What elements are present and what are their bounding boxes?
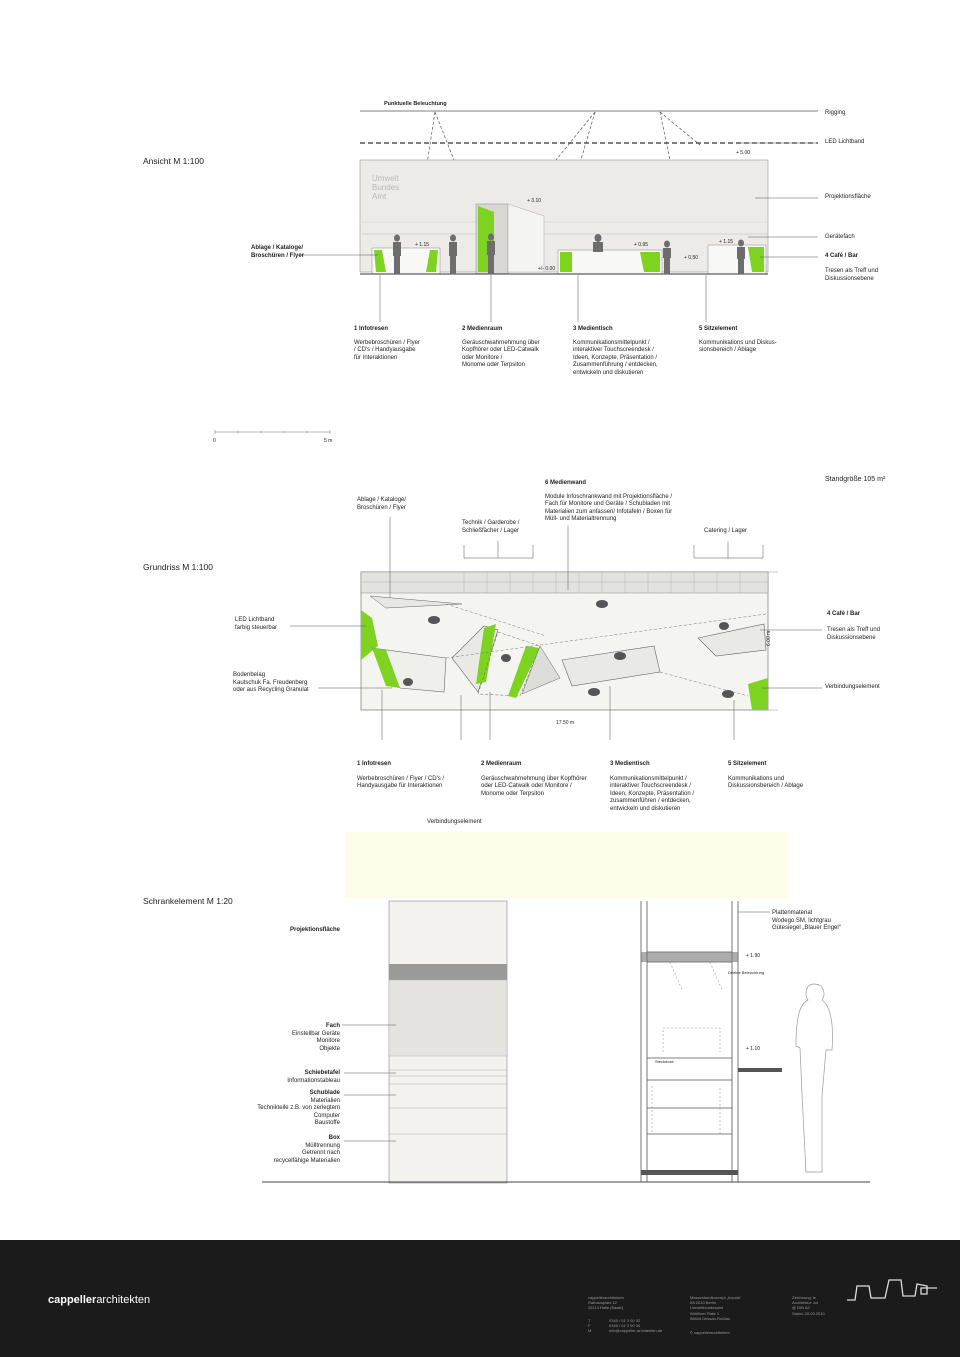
project-line: Umweltbundesamt: [690, 1305, 724, 1311]
item-line: / CD's / Handyausgabe: [354, 347, 416, 353]
brand-light: architekten: [96, 1294, 151, 1306]
item-title: 1 Infotresen: [354, 326, 389, 332]
item-title: 3 Medientisch: [610, 761, 650, 767]
media-wall: [361, 572, 768, 593]
cabinet-schublade-label: [235, 1090, 340, 1128]
cabinet-box-label: [240, 1135, 340, 1165]
label-line: Schiebetafel: [304, 1070, 340, 1076]
item-title: 5 Sitzelement: [699, 326, 738, 332]
depth-dimension: 6.00 m: [766, 630, 772, 646]
item-line: Kommunikationsmittelpunkt /: [573, 339, 650, 346]
width-dimension: 17.50 m: [556, 720, 575, 726]
elevation-left-label: [251, 245, 304, 260]
direct-light-label: Direkte Beleuchtung: [728, 970, 765, 975]
label-line: Gütesiegel „Blauer Engel“: [772, 925, 841, 931]
footer-contact-keys: [588, 1318, 591, 1334]
elevation-item-5: [699, 326, 809, 355]
logo-line-1: Umwelt: [372, 174, 399, 183]
height-mark: +/- 0.00: [538, 266, 556, 272]
height-mark: + 1.15: [719, 239, 734, 245]
address-line: Rathausplatz 12: [588, 1300, 617, 1306]
item-line: Werbebroschüren / Flyer / CD's /: [357, 775, 445, 782]
project-line: Wörlitzer Platz 1: [690, 1310, 720, 1316]
brand-name: [48, 1294, 150, 1306]
elevation-item-1: [354, 326, 454, 362]
label-line: Baustoffe: [314, 1120, 340, 1126]
item-line: Fach für Monitore und Geräte / Schubladen mit: [545, 501, 671, 507]
item-line: Geräuschwahrnehmung über: [462, 339, 540, 346]
label-line: Schließfächer / Lager: [462, 527, 520, 534]
cabinet-schiebetafel-label: [250, 1070, 340, 1085]
item-title: 2 Medienraum: [462, 326, 503, 332]
item-line: Diskussionsbereich / Ablage: [728, 783, 804, 789]
plan-item-1: [357, 761, 467, 791]
label-line: Kautschuk Fa. Freudenberg: [233, 679, 308, 686]
item-line: Module Infoschrankwand mit Projektionsfläche /: [545, 493, 673, 500]
label-line: Diskussionsebene: [827, 634, 876, 641]
label-line: Bodenbelag: [233, 672, 266, 678]
highlight-box: [345, 832, 787, 898]
socket-label: Steckdose: [655, 1059, 674, 1064]
footer-project: [690, 1295, 741, 1321]
item-line: Müll- und Materialtrennung: [545, 516, 617, 522]
item-line: Kommunikationsmittelpunkt /: [610, 775, 687, 782]
signature-logo-icon: [845, 1276, 940, 1302]
item-line: Kommunikations und Diskus-: [699, 339, 777, 346]
item-line: Kopfhörer oder LED-Catwalk: [462, 347, 539, 353]
contact-key: T: [588, 1318, 591, 1323]
label-line: Schublade: [309, 1090, 340, 1096]
item-line: interaktiver Touchscreendesk /: [573, 347, 654, 353]
plan-bottom-label: Verbindungselement: [427, 819, 482, 825]
fax-number: 0345 / 01 3 00 34: [609, 1323, 641, 1329]
plan-floor-label: [233, 672, 309, 695]
meta-line: Zeichnung: ie: [792, 1295, 817, 1300]
label-line: recycelfähige Materialien: [273, 1157, 340, 1164]
label-line: oder aus Recycling Granulat: [233, 687, 309, 693]
brand-bold: cappeller: [48, 1294, 97, 1306]
plan-drawing: [0, 500, 960, 740]
phone-number: 0345 / 01 3 00 32: [609, 1318, 641, 1323]
elevation-title: Ansicht M 1:100: [143, 156, 204, 166]
item-line: Geräuschwahrnehmung über Kopfhörer: [481, 775, 587, 782]
project-line: Messestandkonzept „Impuls“: [690, 1295, 742, 1300]
cabinet-height-1: + 1.90: [746, 953, 761, 959]
item-line: Monome oder Terpsiton: [481, 790, 544, 797]
item-line: Handyausgabe für Interaktionen: [357, 783, 443, 789]
height-mark: + 0.95: [634, 242, 649, 248]
item-title: 5 Sitzelement: [728, 761, 767, 767]
label-line: Technik / Garderobe /: [462, 520, 520, 526]
projection-label: Projektionsfläche: [825, 194, 871, 200]
footer-address: [588, 1295, 624, 1311]
label-line: Mülltrennung: [305, 1142, 340, 1149]
cabinet-projection-label: Projektionsfläche: [290, 927, 341, 933]
label-line: Wodego SM, lichtgrau: [772, 917, 831, 924]
address-line: 26114 Halle (Saale): [588, 1305, 624, 1311]
label-line: Monitore: [316, 1038, 340, 1044]
label-line: Getrennt nach: [301, 1150, 340, 1156]
plan-item-3: [610, 761, 725, 813]
label-line: Computer: [313, 1112, 340, 1119]
height-mark: + 3.10: [527, 198, 542, 204]
device-compartment-label: Gerätefach: [825, 234, 855, 240]
catering-label: Catering / Lager: [704, 528, 748, 534]
scale-end: 5 m: [324, 438, 333, 444]
label-line: Technikteile z.B. von zerlegtem: [257, 1105, 340, 1111]
label-line: Tresen als Treff und: [827, 627, 881, 633]
email-link[interactable]: info@cappeller-architekten.de: [609, 1328, 663, 1334]
project-line: IfA 2010 Berlin: [690, 1300, 717, 1306]
height-mark: + 0.50: [684, 255, 699, 261]
plan-item-5: [728, 761, 838, 791]
meta-line: Stand: 20.09.2010: [792, 1310, 825, 1316]
led-band-label: LED Lichtband: [825, 139, 865, 145]
item-title: 3 Medientisch: [573, 326, 613, 332]
label-line: Fach: [325, 1023, 340, 1029]
label-line: Materialien: [310, 1097, 340, 1104]
cabinet-title: Schrankelement M 1:20: [143, 896, 233, 906]
item-title: 6 Medienwand: [545, 480, 587, 486]
label-line: farbig steuerbar: [235, 624, 278, 631]
item-line: Kommunikations und: [728, 775, 785, 782]
item-line: Materialien zum anfassen/ Infotafeln / Boxen für: [545, 508, 673, 515]
item-line: für Interaktionen: [354, 354, 398, 361]
pendant-light-label: Punktuelle Beleuchtung: [384, 101, 447, 107]
cafe-bar-label: 4 Café / Bar: [825, 253, 859, 259]
footer-meta: [792, 1295, 825, 1316]
footer-copyright: © cappellerarchitekten: [690, 1330, 730, 1335]
cabinet-material-label: [772, 910, 841, 933]
human-scale-figure: [796, 984, 833, 1172]
item-line: entwickeln und diskutieren: [573, 369, 644, 376]
label-line: Broschüren / Flyer: [357, 504, 407, 511]
label-line: LED Lichtband: [235, 617, 275, 623]
cabinet-section: [641, 901, 738, 1182]
shelf-board: [738, 1068, 782, 1072]
label-line: Box: [328, 1135, 340, 1141]
contact-key: F: [588, 1323, 591, 1329]
height-mark: + 1.15: [415, 242, 430, 248]
elevation-item-3: [573, 326, 693, 377]
meta-line: @ DIN A2: [792, 1305, 810, 1311]
item-line: Ideen, Konzepte, Präsentation /: [610, 790, 695, 797]
item-line: oder LED-Catwalk oder Monitore /: [481, 783, 572, 789]
footer-contact-values: [609, 1318, 662, 1334]
scale-start: 0: [213, 438, 216, 444]
plan-cafe-label: 4 Café / Bar: [827, 611, 861, 617]
area-label: Standgröße 105 m²: [825, 476, 886, 483]
cabinet-compartment: [389, 980, 507, 1056]
plan-item-2: [481, 761, 606, 798]
label-line: Informationstableau: [287, 1077, 340, 1084]
cabinet-height-2: + 1.10: [746, 1046, 761, 1052]
item-line: zusammenführen / entdecken,: [610, 798, 691, 804]
label-line: Objekte: [319, 1045, 340, 1052]
plan-counter-label: [827, 627, 880, 642]
item-line: interaktiver Touchscreendesk /: [610, 783, 691, 789]
meta-line: Architektur: ad: [792, 1300, 818, 1306]
uba-logo: [372, 174, 399, 201]
label-line: Einstellbar Geräte: [291, 1030, 340, 1037]
cabinet-band: [389, 964, 507, 980]
item-line: Ideen, Konzepte, Präsentation /: [573, 354, 658, 361]
counter-label: Tresen als Treff und Diskussionsebene: [825, 268, 879, 282]
item-line: Werbebroschüren / Flyer: [354, 339, 420, 346]
plan-connector-label: Verbindungselement: [825, 684, 880, 690]
height-mark: + 5.00: [736, 150, 751, 156]
item-title: 2 Medienraum: [481, 761, 522, 767]
plan-title: Grundriss M 1:100: [143, 562, 213, 572]
item-title: 1 Infotresen: [357, 761, 392, 767]
logo-line-2: Bundes: [372, 183, 400, 192]
item-line: oder Monitore /: [462, 354, 503, 361]
contact-key: M: [588, 1328, 592, 1334]
address-line: cappellerarchitekten: [588, 1295, 624, 1300]
elevation-item-2: [462, 326, 572, 370]
rigging-label: Rigging: [825, 110, 846, 116]
label-line: Ablage / Kataloge/: [357, 497, 407, 503]
label-line: Plattenmaterial: [772, 910, 813, 916]
item-line: Zusammenführung / entdecken,: [573, 362, 658, 368]
label-line: Broschüren / Flyer: [251, 252, 305, 259]
item-line: Monome oder Terpsiton: [462, 362, 525, 368]
elevation-drawing: [0, 0, 960, 470]
cabinet-fach-label: [250, 1023, 340, 1053]
label-line: Ablage / Kataloge/: [251, 245, 304, 251]
logo-line-3: Amt: [372, 192, 387, 201]
project-line: 06844 Dessau-Roßlau: [690, 1315, 731, 1321]
plan-led-label: [235, 617, 277, 632]
item-line: entwickeln und diskutieren: [610, 805, 681, 812]
cabinet-drawing: [0, 890, 960, 1190]
footer-bar: [0, 1240, 960, 1357]
item-line: sionsbereich / Ablage: [699, 347, 757, 353]
